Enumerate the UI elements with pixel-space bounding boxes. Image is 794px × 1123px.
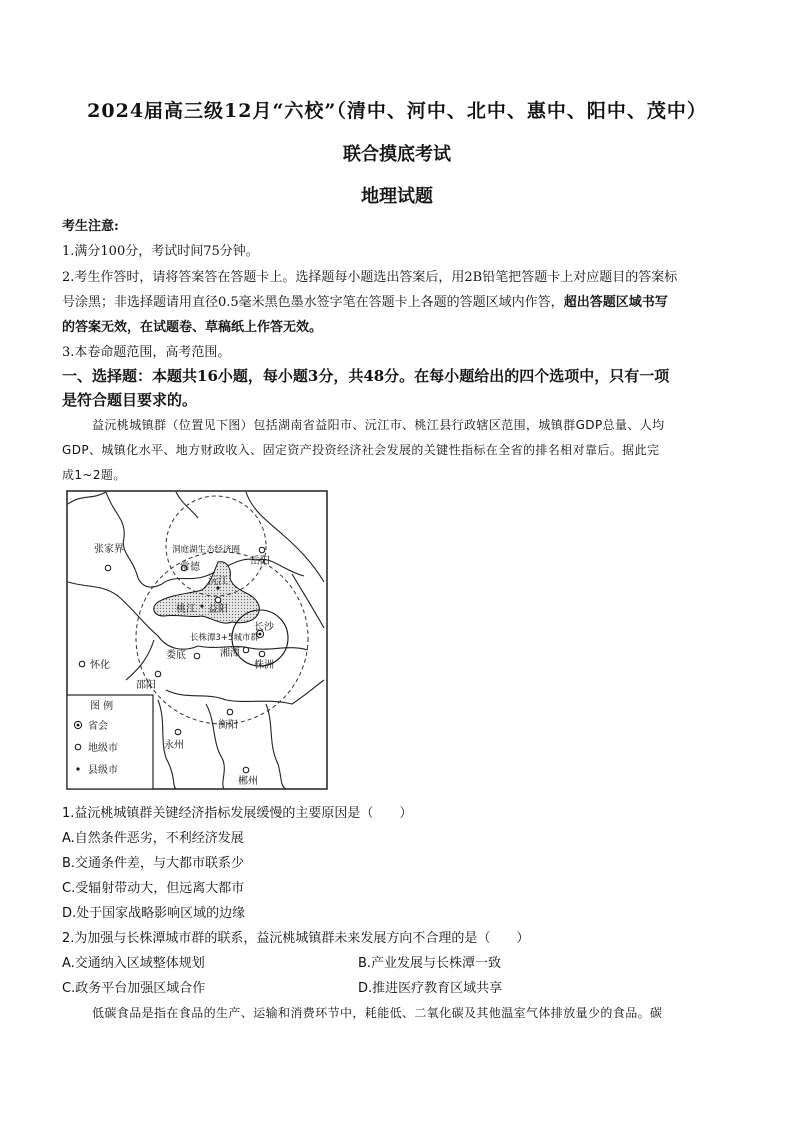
label-yuanjiang: 沅江 bbox=[208, 576, 228, 587]
q1-option-c[interactable]: C.受辐射带动大，但远离大都市 bbox=[62, 881, 245, 896]
passage1-line3: 成1~2题。 bbox=[62, 468, 126, 482]
label-yueyang: 岳阳 bbox=[250, 556, 270, 567]
label-taojiang: 桃江 bbox=[176, 604, 196, 615]
q1-option-a[interactable]: A.自然条件恶劣，不利经济发展 bbox=[62, 831, 244, 846]
legend-prefecture: 地级市 bbox=[88, 743, 118, 754]
passage1-line1: 益沅桃城镇群（位置见下图）包括湖南省益阳市、沅江市、桃江县行政辖区范围，城镇群GDP总量、人均 bbox=[92, 418, 665, 432]
label-yiyang: 益阳 bbox=[208, 604, 228, 615]
exam-title-line2: 联合摸底考试 bbox=[343, 144, 451, 165]
notice-item-2-line3: 的答案无效，在试题卷、草稿纸上作答无效。 bbox=[62, 320, 323, 335]
label-changsha: 长沙 bbox=[254, 622, 274, 633]
legend-county-symbol bbox=[76, 767, 79, 770]
label-xiangtan: 湘潭 bbox=[220, 648, 240, 659]
label-loudi: 娄底 bbox=[166, 650, 186, 661]
legend-capital: 省会 bbox=[88, 721, 108, 732]
label-shaoyang: 邵阳 bbox=[136, 680, 156, 691]
label-hengyang: 衡阳 bbox=[218, 720, 238, 731]
notice-item-2-line2 bbox=[62, 291, 668, 310]
section-heading-line2: 是符合题目要求的。 bbox=[62, 391, 198, 409]
notice-item-2-normal: 号涂黑；非选择题请用直径0.5毫米黑色墨水签字笔在答题卡上各题的答题区域内作答， bbox=[62, 295, 564, 310]
passage2-line1: 低碳食品是指在食品的生产、运输和消费环节中，耗能低、二氧化碳及其他温室气体排放量少的食品。碳 bbox=[92, 1006, 663, 1020]
label-zhangjiajie: 张家界 bbox=[94, 544, 124, 555]
county-marker-taojiang bbox=[200, 604, 203, 607]
notice-item-2-bold: 超出答题区域书写 bbox=[563, 295, 668, 310]
label-dongting: 洞庭湖生态经济圈 bbox=[172, 545, 241, 555]
legend-prefecture-symbol bbox=[75, 744, 81, 750]
exam-title-line1: 2024届高三级12月“六校”（清中、河中、北中、惠中、阳中、茂中） bbox=[87, 100, 707, 122]
notice-item-3: 3.本卷命题范围，高考范围。 bbox=[62, 345, 231, 360]
section-heading-line1: 一、选择题：本题共16小题，每小题3分，共48分。在每小题给出的四个选项中，只有一项 bbox=[62, 367, 670, 385]
q1-option-b[interactable]: B.交通条件差，与大都市联系少 bbox=[62, 856, 245, 871]
q2-stem: 2.为加强与长株潭城市群的联系，益沅桃城镇群未来发展方向不合理的是（ ） bbox=[62, 931, 530, 946]
q2-option-c[interactable]: C.政务平台加强区域合作 bbox=[62, 981, 206, 996]
label-yongzhou: 永州 bbox=[164, 740, 184, 751]
subject-title: 地理试题 bbox=[361, 186, 433, 207]
q1-option-d[interactable]: D.处于国家战略影响区域的边缘 bbox=[62, 906, 246, 921]
label-chenzhou: 郴州 bbox=[238, 776, 258, 787]
notice-item-1: 1.满分100分，考试时间75分钟。 bbox=[62, 244, 259, 259]
label-changde: 常德 bbox=[180, 562, 200, 573]
q2-option-b[interactable]: B.产业发展与长株潭一致 bbox=[358, 956, 502, 971]
notice-item-2-line1: 2.考生作答时，请将答案答在答题卡上。选择题每小题选出答案后，用2B铅笔把答题卡上对应题目的答案标 bbox=[62, 270, 678, 285]
legend-county: 县级市 bbox=[88, 765, 118, 776]
location-map bbox=[66, 490, 328, 790]
passage1-line2: GDP、城镇化水平、地方财政收入、固定资产投资经济社会发展的关键性指标在全省的排名相对靠后。据此完 bbox=[62, 443, 660, 457]
q1-stem: 1.益沅桃城镇群关键经济指标发展缓慢的主要原因是（ ） bbox=[62, 806, 413, 821]
notice-heading: 考生注意: bbox=[62, 219, 119, 234]
q2-option-d[interactable]: D.推进医疗教育区域共享 bbox=[358, 981, 503, 996]
label-huaihua: 怀化 bbox=[90, 660, 110, 671]
legend-title: 图 例 bbox=[90, 701, 114, 712]
q2-option-a[interactable]: A.交通纳入区域整体规划 bbox=[62, 956, 205, 971]
label-changzhutan: 长株潭3+5城市群 bbox=[190, 633, 259, 643]
label-zhuzhou: 株洲 bbox=[254, 660, 274, 671]
